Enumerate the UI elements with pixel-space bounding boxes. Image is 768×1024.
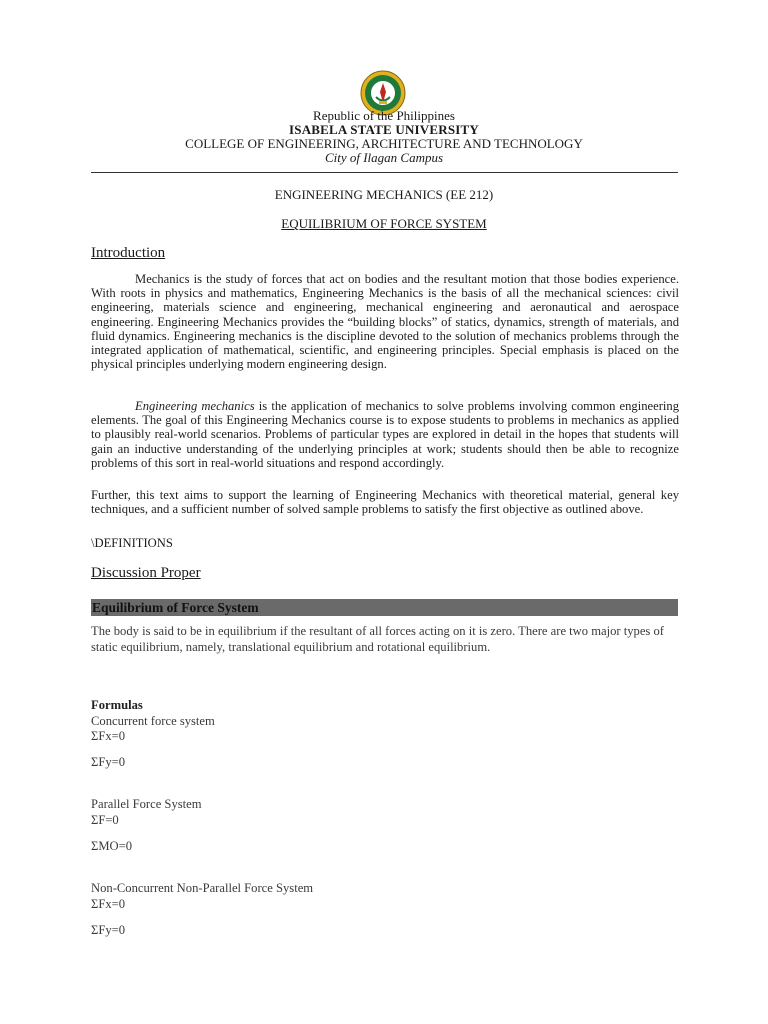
section-title-bar — [91, 599, 678, 616]
parallel-formula-1: ΣF=0 — [91, 813, 119, 827]
definitions-label: \DEFINITIONS — [91, 536, 173, 550]
topic-title: EQUILIBRIUM OF FORCE SYSTEM — [281, 216, 487, 231]
discussion-heading: Discussion Proper — [91, 565, 201, 581]
campus-name: City of Ilagan Campus — [324, 150, 444, 165]
intro-paragraph-1-text: Mechanics is the study of forces that act on bodies and the resultant motion that those bodies experience. With roots in physics and mathematics, Engineering Mechanics is the basis of all the mechanical sciences: civil engineering, materials science and engineering, mechanical engineering and aeronautical and aerospace engineering. Engineering Mechanics provides the “building blocks” of statics, dynamics, strength of materials, and fluid dynamics. Engineering mechanics is the discipline devoted to the solution of mechanics problems through the integrated application of mathematical, scientific, and engineering principles. Special emphasis is placed on the physical principles underlying modern engineering design. — [91, 272, 679, 372]
college-name: COLLEGE OF ENGINEERING, ARCHITECTURE AND TECHNOLOGY — [185, 136, 583, 151]
equilibrium-description: The body is said to be in equilibrium if the resultant of all forces acting on it is zero. There are two major types of static equilibrium, namely, translational equilibrium and rotational equilibrium. — [91, 624, 664, 654]
university-name: ISABELA STATE UNIVERSITY — [289, 122, 479, 137]
course-title: ENGINEERING MECHANICS (EE 212) — [274, 187, 494, 202]
parallel-label: Parallel Force System — [91, 797, 202, 811]
parallel-formula-2: ΣMO=0 — [91, 839, 133, 853]
concurrent-formula-2: ΣFy=0 — [91, 755, 126, 769]
intro-paragraph-2-text: is the application of mechanics to solve problems involving common engineering elements. The goal of this Engineering Mechanics course is to expose students to problems in mechanics as applied to plausibly real-world scenarios. Problems of particular types are explored in detail in the hopes that students will gain an inductive understanding of the underlying principles at work; students should then be able to recognize problems of this sort in real-world situations and respond accordingly. — [91, 399, 679, 470]
formulas-heading: Formulas — [91, 698, 143, 712]
intro-paragraph-3: Further, this text aims to support the learning of Engineering Mechanics with theoretical material, general key techniques, and a sufficient number of solved sample problems to satisfy the first objective as outlined above. — [91, 488, 679, 517]
introduction-heading: Introduction — [91, 245, 166, 261]
header-divider — [91, 172, 678, 173]
section-title: Equilibrium of Force System — [92, 600, 259, 615]
intro-paragraph-1 — [91, 272, 679, 371]
concurrent-label: Concurrent force system — [91, 714, 215, 728]
noncon-formula-1: ΣFx=0 — [91, 897, 126, 911]
intro-paragraph-2-emphasis: Engineering mechanics — [135, 399, 255, 413]
concurrent-formula-1: ΣFx=0 — [91, 729, 126, 743]
republic-line: Republic of the Philippines — [313, 108, 455, 123]
noncon-formula-2: ΣFy=0 — [91, 923, 126, 937]
intro-paragraph-2 — [91, 399, 679, 470]
noncon-label: Non-Concurrent Non-Parallel Force System — [91, 881, 314, 895]
